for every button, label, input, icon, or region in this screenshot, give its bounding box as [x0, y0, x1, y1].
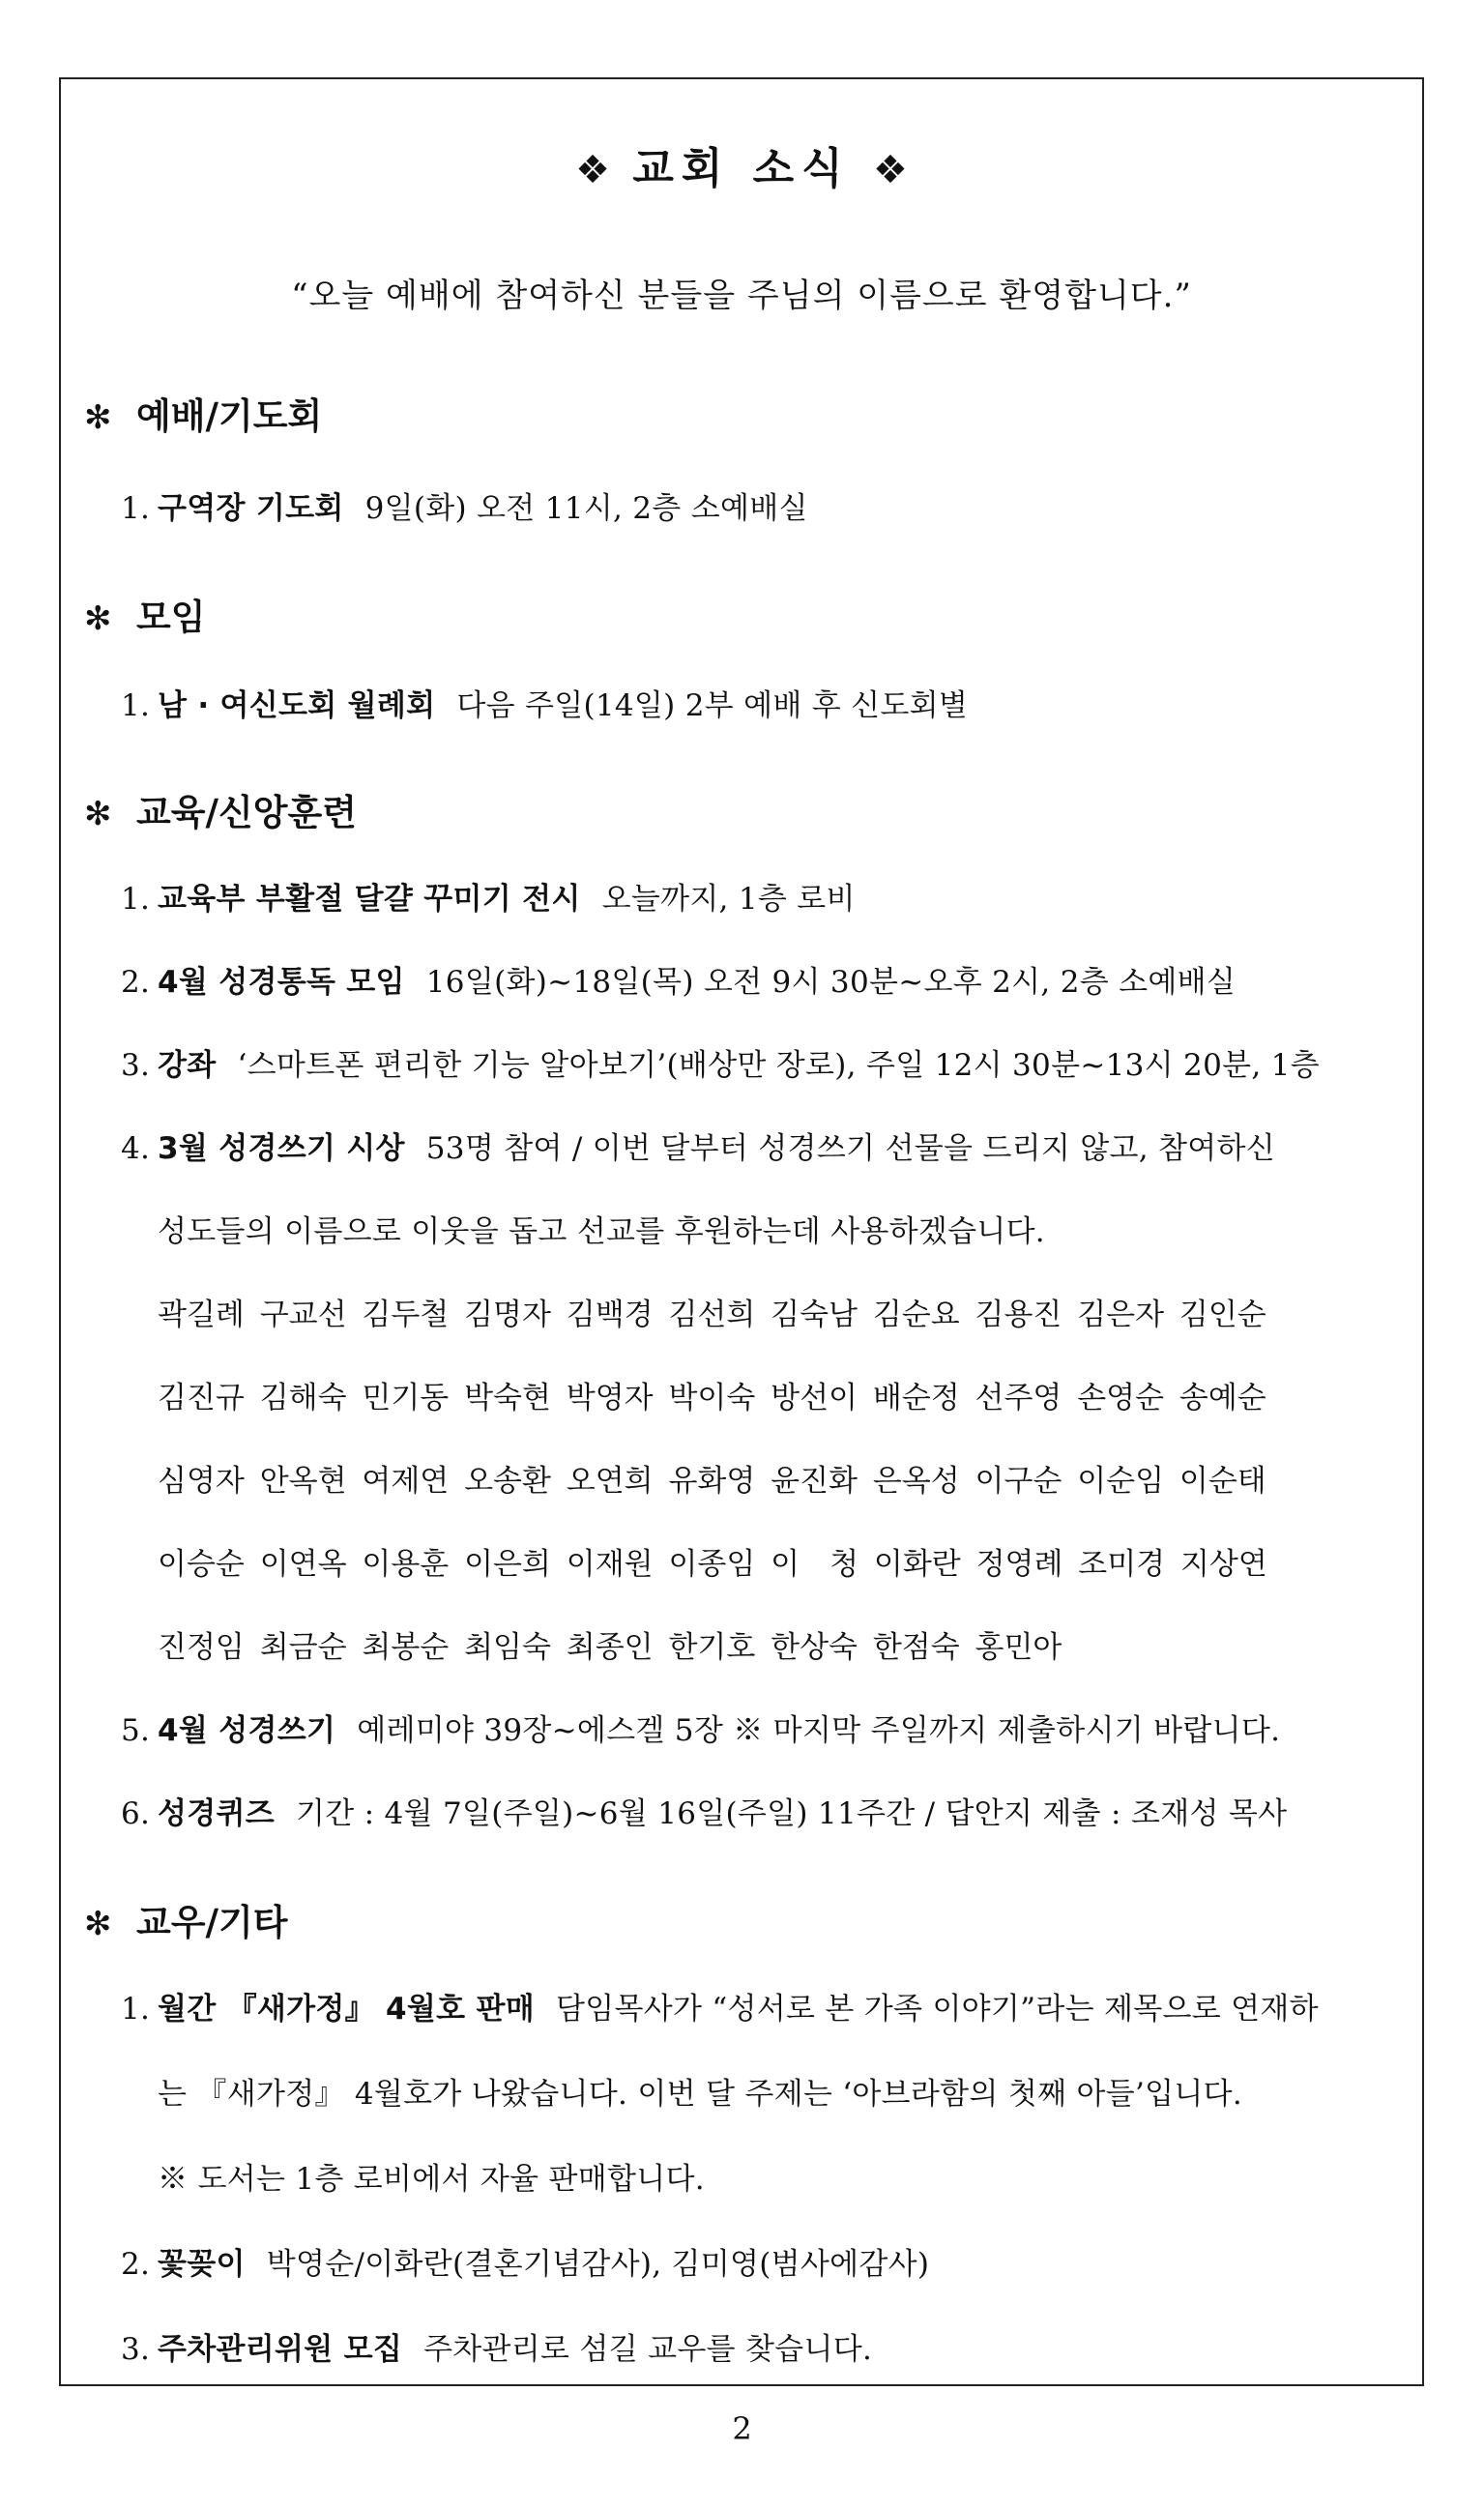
participant-names-row: 진정임 최금순 최봉순 최임숙 최종인 한기호 한상숙 한점숙 홍민아 — [158, 1630, 1062, 1665]
section-heading-education: ✻ 교육/신앙훈련 — [84, 792, 357, 833]
section-heading-worship: ✻ 예배/기도회 — [84, 395, 323, 437]
list-item-note: ※ 도서는 1층 로비에서 자율 판매합니다. — [158, 2162, 705, 2197]
list-item: 2. 꽃꽂이 박영순/이화란(결혼기념감사), 김미영(범사에감사) — [121, 2247, 930, 2282]
asterisk-icon: ✻ — [84, 795, 112, 833]
list-item: 4. 3월 성경쓰기 시상 53명 참여 / 이번 달부터 성경쓰기 선물을 드리지 않고, 참여하신 — [121, 1131, 1276, 1166]
section-heading-meetings: ✻ 모임 — [84, 597, 206, 638]
participant-names-row: 이승순 이연옥 이용훈 이은희 이재원 이종임 이 청 이화란 정영례 조미경 지상연 — [158, 1547, 1267, 1582]
bulletin-frame — [59, 77, 1424, 2386]
list-item: 1. 남 · 여신도회 월례회 다음 주일(14일) 2부 예배 후 신도회별 — [121, 688, 969, 723]
list-item: 3. 강좌 ‘스마트폰 편리한 기능 알아보기’(배상만 장로), 주일 12시 30분~13시 20분, 1층 — [121, 1048, 1320, 1083]
asterisk-icon: ✻ — [84, 1905, 112, 1943]
list-item: 3. 주차관리위원 모집 주차관리로 섬길 교우를 찾습니다. — [121, 2332, 873, 2367]
list-item: 1. 월간 『새가정』 4월호 판매 담임목사가 “성서로 본 가족 이야기”라는 제목으로 연재하 — [121, 1992, 1319, 2027]
welcome-message: “오늘 예배에 참여하신 분들을 주님의 이름으로 환영합니다.” — [291, 277, 1192, 315]
diamond-ornament-icon: ❖ — [575, 148, 610, 192]
participant-names-row: 심영자 안옥현 여제연 오송환 오연희 유화영 윤진화 은옥성 이구순 이순임 이순태 — [158, 1464, 1266, 1499]
list-item-continuation: 성도들의 이름으로 이웃을 돕고 선교를 후원하는데 사용하겠습니다. — [158, 1214, 1045, 1249]
diamond-ornament-icon: ❖ — [873, 148, 908, 192]
page-title — [61, 133, 1422, 195]
list-item: 5. 4월 성경쓰기 예레미야 39장~에스겔 5장 ※ 마지막 주일까지 제출하시기 바랍니다. — [121, 1713, 1281, 1748]
list-item: 6. 성경퀴즈 기간 : 4월 7일(주일)~6월 16일(주일) 11주간 / 답안지 제출 : 조재성 목사 — [121, 1796, 1288, 1831]
list-item-continuation: 는 『새가정』 4월호가 나왔습니다. 이번 달 주제는 ‘아브라함의 첫째 아들’입니다. — [158, 2077, 1243, 2112]
list-item: 1. 교육부 부활절 달걀 꾸미기 전시 오늘까지, 1층 로비 — [121, 882, 856, 917]
participant-names-row: 김진규 김해숙 민기동 박숙현 박영자 박이숙 방선이 배순정 선주영 손영순 송예순 — [158, 1381, 1266, 1415]
list-item: 1. 구역장 기도회 9일(화) 오전 11시, 2층 소예배실 — [121, 491, 808, 526]
asterisk-icon: ✻ — [84, 599, 112, 638]
title-text: 교회 소식 — [632, 144, 851, 193]
list-item: 2. 4월 성경통독 모임 16일(화)~18일(목) 오전 9시 30분~오후 2시, 2층 소예배실 — [121, 965, 1237, 1000]
participant-names-row: 곽길례 구교선 김두철 김명자 김백경 김선희 김숙남 김순요 김용진 김은자 김인순 — [158, 1298, 1266, 1332]
section-heading-members: ✻ 교우/기타 — [84, 1902, 288, 1943]
page-number: 2 — [732, 2410, 752, 2447]
asterisk-icon: ✻ — [84, 398, 112, 437]
